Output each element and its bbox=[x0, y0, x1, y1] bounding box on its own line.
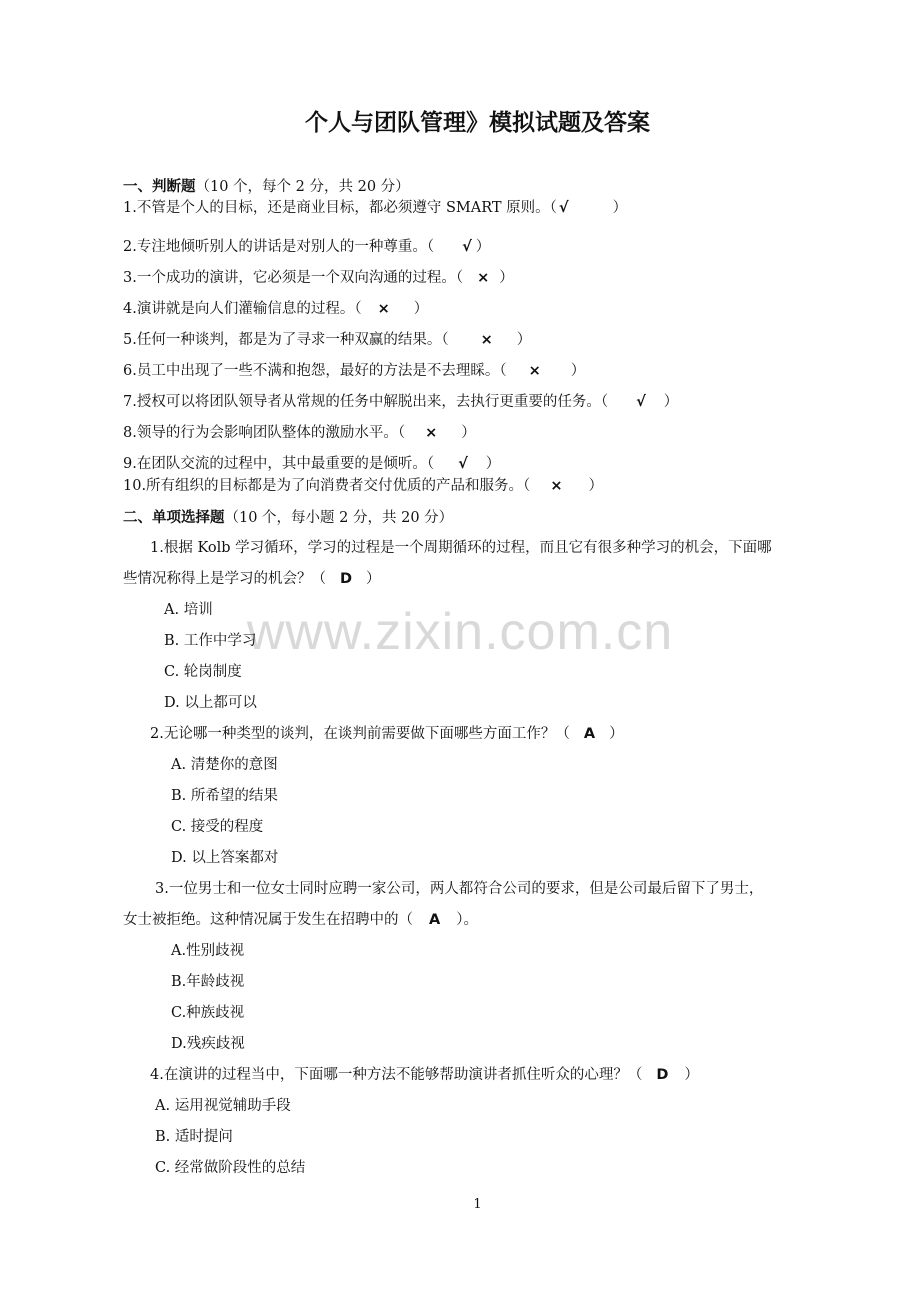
q2-option-c: C. 接受的程度 bbox=[171, 819, 264, 835]
tf-item-text: 9.在团队交流的过程中，其中最重要的是倾听。（ bbox=[123, 456, 435, 472]
q1-option-c: C. 轮岗制度 bbox=[164, 664, 242, 680]
q2-option-d: D. 以上答案都对 bbox=[171, 850, 279, 866]
q4-close: ） bbox=[684, 1067, 699, 1083]
tf-item-5 bbox=[123, 331, 531, 349]
q4-stem-text: 4.在演讲的过程当中，下面哪一种方法不能够帮助演讲者抓住听众的心理？（ bbox=[150, 1067, 643, 1083]
q3-answer: A bbox=[429, 912, 441, 928]
tf-item-text: 1.不管是个人的目标，还是商业目标，都必须遵守 SMART 原则。（ bbox=[123, 200, 557, 216]
q2-stem bbox=[150, 725, 624, 743]
q1-stem-text: 些情况称得上是学习的机会？（ bbox=[123, 571, 326, 587]
q2-stem-text: 2.无论哪一种类型的谈判，在谈判前需要做下面哪些方面工作？（ bbox=[150, 726, 570, 742]
tf-item-close: ） bbox=[485, 456, 501, 472]
tf-item-answer: × bbox=[528, 363, 541, 379]
page-number: 1 bbox=[473, 1197, 482, 1212]
q3-option-a: A.性别歧视 bbox=[171, 943, 245, 959]
page-title: 个人与团队管理》模拟试题及答案 bbox=[305, 110, 650, 136]
tf-item-1 bbox=[123, 199, 627, 217]
q1-answer: D bbox=[340, 571, 353, 587]
q3-stem-line1: 3.一位男士和一位女士同时应聘一家公司，两人都符合公司的要求，但是公司最后留下了男士， bbox=[155, 881, 764, 897]
tf-item-close: ） bbox=[461, 425, 476, 441]
tf-item-text: 7.授权可以将团队领导者从常规的任务中解脱出来，去执行更重要的任务。（ bbox=[123, 394, 609, 410]
tf-item-10 bbox=[123, 477, 603, 495]
q3-stem-line2 bbox=[123, 911, 478, 929]
section1-heading bbox=[123, 178, 410, 196]
q3-option-b: B.年龄歧视 bbox=[171, 974, 245, 990]
tf-item-9 bbox=[123, 455, 500, 473]
q2-option-b: B. 所希望的结果 bbox=[171, 788, 278, 804]
q4-option-c: C. 经常做阶段性的总结 bbox=[155, 1160, 306, 1176]
section2-heading bbox=[123, 509, 453, 527]
tf-item-7 bbox=[123, 393, 678, 411]
tf-item-answer: × bbox=[480, 332, 493, 348]
tf-item-answer: √ bbox=[636, 394, 646, 410]
q1-stem-line1: 1.根据 Kolb 学习循环，学习的过程是一个周期循环的过程，而且它有很多种学习的机会，下面哪 bbox=[150, 540, 772, 556]
tf-item-close: ） bbox=[516, 332, 532, 348]
q1-close: ） bbox=[366, 571, 381, 587]
q2-close: ） bbox=[609, 726, 624, 742]
tf-item-answer: √ bbox=[462, 239, 472, 255]
q3-close: ）。 bbox=[456, 912, 478, 928]
section1-heading-note: （10 个，每个 2 分，共 20 分） bbox=[195, 179, 410, 195]
tf-item-text: 8.领导的行为会影响团队整体的激励水平。（ bbox=[123, 425, 406, 441]
tf-item-3 bbox=[123, 269, 514, 287]
tf-item-close: ） bbox=[413, 301, 429, 317]
q3-option-d: D.残疾歧视 bbox=[171, 1036, 245, 1052]
q4-option-a: A. 运用视觉辅助手段 bbox=[155, 1098, 291, 1114]
tf-item-text: 10.所有组织的目标都是为了向消费者交付优质的产品和服务。（ bbox=[123, 478, 531, 494]
tf-item-close: ） bbox=[588, 478, 603, 494]
q1-option-a: A. 培训 bbox=[164, 602, 213, 618]
tf-item-text: 6.员工中出现了一些不满和抱怨，最好的方法是不去理睬。（ bbox=[123, 363, 507, 379]
tf-item-answer: × bbox=[425, 425, 438, 441]
q2-answer: A bbox=[583, 726, 596, 742]
section2-heading-note: （10 个，每小题 2 分，共 20 分） bbox=[224, 510, 454, 526]
tf-item-text: 3.一个成功的演讲，它必须是一个双向沟通的过程。（ bbox=[123, 270, 464, 286]
q2-option-a: A. 清楚你的意图 bbox=[171, 757, 278, 773]
tf-item-close: ） bbox=[570, 363, 586, 379]
tf-item-close: ） bbox=[612, 200, 628, 216]
tf-item-4 bbox=[123, 300, 428, 318]
tf-item-answer: √ bbox=[558, 200, 569, 216]
tf-item-close: ） bbox=[499, 270, 514, 286]
tf-item-answer: × bbox=[377, 301, 390, 317]
section1-heading-label: 一、判断题 bbox=[123, 179, 196, 195]
q4-option-b: B. 适时提问 bbox=[155, 1129, 233, 1145]
tf-item-text: 4.演讲就是向人们灌输信息的过程。（ bbox=[123, 301, 362, 317]
q1-option-b: B. 工作中学习 bbox=[164, 633, 257, 649]
q1-option-d: D. 以上都可以 bbox=[164, 695, 257, 711]
tf-item-2 bbox=[123, 238, 490, 256]
watermark: www.zixin.com.cn bbox=[246, 603, 674, 661]
tf-item-answer: × bbox=[477, 270, 490, 286]
q4-stem bbox=[150, 1066, 699, 1084]
q4-answer: D bbox=[656, 1067, 669, 1083]
tf-item-answer: √ bbox=[458, 456, 468, 472]
tf-item-text: 2.专注地倾听别人的讲话是对别人的一种尊重。（ bbox=[123, 239, 435, 255]
tf-item-6 bbox=[123, 362, 585, 380]
q3-stem-text: 女士被拒绝。这种情况属于发生在招聘中的（ bbox=[123, 912, 413, 928]
tf-item-8 bbox=[123, 424, 476, 442]
section2-heading-label: 二、单项选择题 bbox=[123, 510, 225, 526]
q3-option-c: C.种族歧视 bbox=[171, 1005, 245, 1021]
tf-item-answer: × bbox=[550, 478, 563, 494]
q1-stem-line2 bbox=[123, 570, 381, 588]
tf-item-close: ） bbox=[475, 239, 491, 255]
tf-item-close: ） bbox=[663, 394, 679, 410]
tf-item-text: 5.任何一种谈判，都是为了寻求一种双赢的结果。（ bbox=[123, 332, 449, 348]
